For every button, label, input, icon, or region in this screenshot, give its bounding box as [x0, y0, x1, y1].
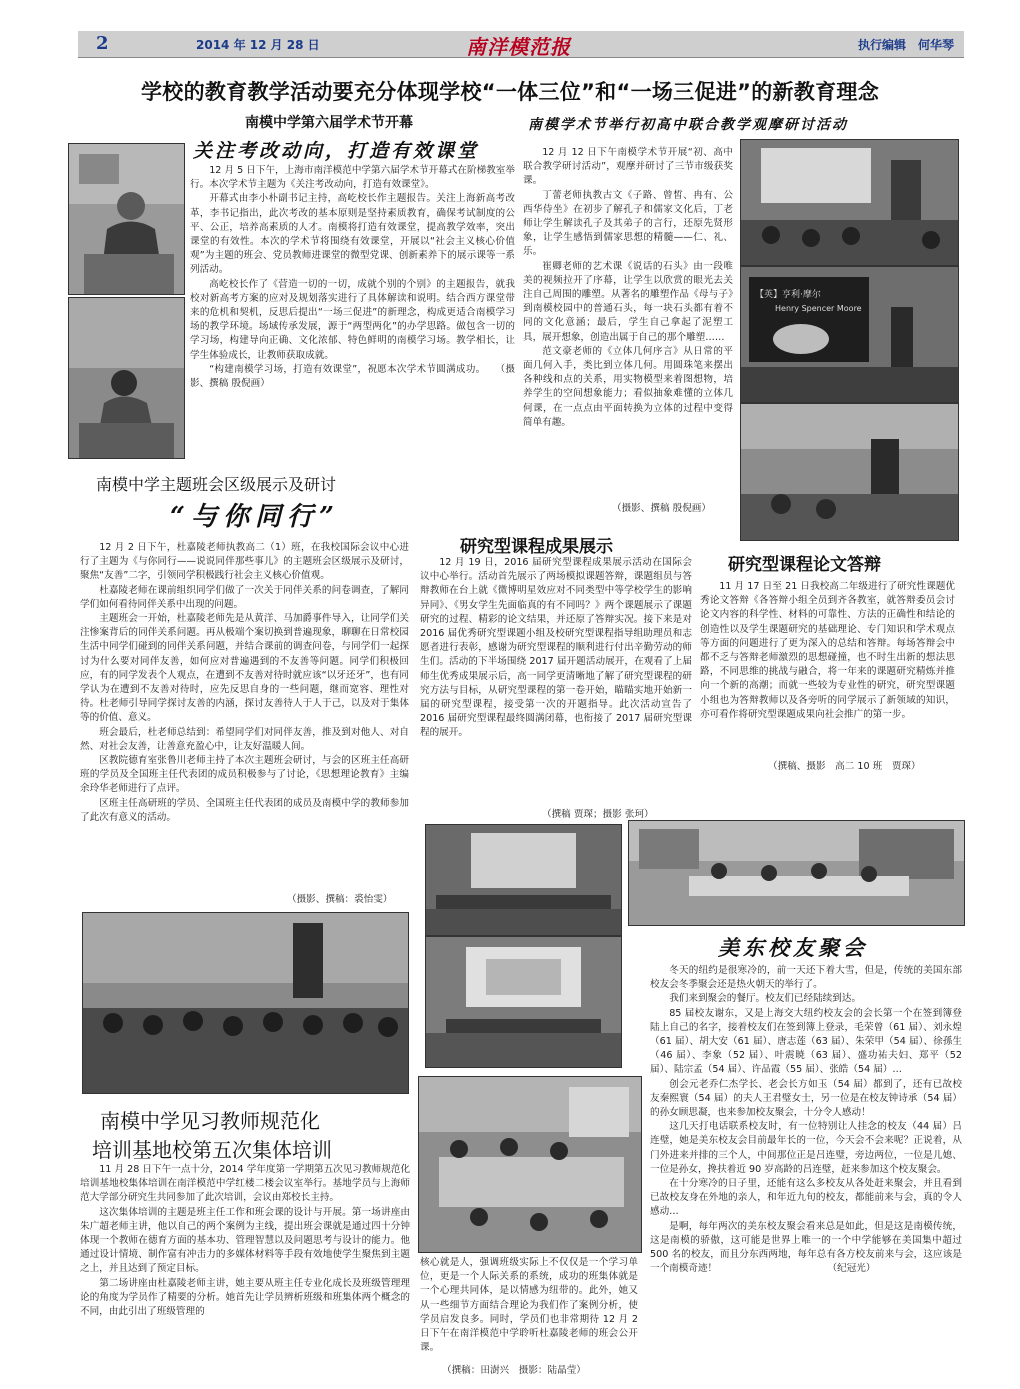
photo-chinese-class: [740, 139, 959, 266]
festival-title: 关注考改动向，打造有效课堂: [193, 140, 480, 162]
training-continuation: 核心就是人，强调班级实际上不仅仅是一个学习单位，更是一个人际关系的系统，成功的班集体就是一个心理共同体，是以情感为纽带的。此外，她又从一些细节方面结合理论为我们作了案例分析，使学员启发良多。同时，学员们也非常期待 12 月 2 日下午在南洋模范中学聆听杜嘉陵老师的班会公开课。: [420, 1257, 638, 1354]
photo-thesis-defense: [628, 820, 965, 926]
page-headline: 学校的教育教学活动要充分体现学校“一体三位”和“一场三促进”的新教育理念: [140, 80, 879, 104]
alumni-title: 美东校友聚会: [718, 935, 868, 960]
photo-research-stage: [425, 824, 622, 936]
training-title-line2: 培训基地校第五次集体培训: [92, 1138, 332, 1162]
editor-credit: 执行编辑 何华琴: [857, 38, 954, 52]
class-meeting-body: 12 月 2 日下午，杜嘉陵老师执教高二（1）班，在我校国际会议中心进行了主题为《与你同行——说说同伴那些事儿》的主题班会区级展示及研讨，聚焦“友善”二字，引领同学积极践行社会主义核心价值观。 杜嘉陵老师在课前组织同学们做了一次关于同伴关系的问卷调查，了解同学们如何看待同伴关系中出现的问题。 主题班会一开始，杜嘉陵老师先是从黄洋、马加爵事件导入，让同学们关注惨案背后的同伴关系问题。再从极端个案切换到普遍现象，聊聊在日常校园生活中同学们碰到的同伴关系问题，并结合课前的调查问卷，与同学们一起探讨为什么要对同伴友善，如何应对普遍遇到的不友善等问题。同学们积极回应，有的同学发表个人观点，在遭到不友善对待时就应该“以牙还牙”，也有同学认为在遭到不友善对待时，应先反思自身的一些问题，继而宽容、理性对待。杜老师引导同学探讨友善的内涵，探讨友善待人于人于己，以及对于集体等的价值、意义。 班会最后，杜老师总结到：希望同学们对同伴友善，推及到对他人、对自然、对社会友善，让善意充盈心中，让友好温暖人间。 区教院德育室张鲁川老师主持了本次主题班会研讨，与会的区班主任高研班的学员及全国班主任代表团的成员积极参与了讨论，《思想理论教育》主编余玲华老师进行了点评。 区班主任高研班的学员、全国班主任代表团的成员及南模中学的教师参加了此次有意义的活动。: [80, 542, 409, 823]
festival-subtitle: 南模中学第六届学术节开幕: [245, 115, 413, 131]
alumni-body: 冬天的纽约是很寒冷的，前一天还下着大雪，但是，传统的美国东部校友会冬季聚会还是热火朝天的举行了。 我们来到聚会的餐厅。校友们已经陆续到达。 85 届校友谢东，又是上海交大纽约校友会的会长第一个在签到簿登陆上自己的名字，接着校友们在签到簿上登录，毛荣曾（61 届）、刘永煌（61 届）、胡大安（61 届）、唐志莲（63 届）、朱荣甲（54 届）、徐孫生（46 届）、李象（52 届）、叶震暁（63 届）、盛功祐夫妇、郑平（52 届）、陆宗孟（54 届）、许品霞（55 届）、张皓（54 届）… 创会元老乔仁杰学长、老会长方如玉（54 届）都到了，还有已故校友秦熙寰（54 届）的夫人王君璧女士，另一位是在校友钟诗承（54 届）的孙女顾思凝，也来参加校友聚会，十分令人感动！ 这几天打电话联系校友时，有一位特别让人挂念的校友（44 届）吕连璧，她是美东校友会目前最年长的一位，今天会不会来呢？正说着，从门外进来并排的三个人，中间那位正是吕连璧，旁边两位，一位是儿媳、一位是孙女，搀扶着近 90 岁高龄的吕连璧，赶来参加这个校友聚会。 在十分寒冷的日子里，还能有这么多校友从各处赶来聚会，并且看到已故校友身在外地的亲人，和年近九旬的校友，都能前来与会，真的令人感动… 是啊，每年两次的美东校友聚会看来总是如此，但是这是南模传统，这是南模的骄傲，这可能是世界上唯一的一个中学能够在美国集中超过 500 名的校友，而且分东西两地，每年总有各方校友前来与会，这应该是一个南模奇迹！ （纪冠光）: [650, 965, 962, 1275]
photo-female-speaker: [68, 297, 185, 459]
class-meeting-title: “与你同行”: [170, 502, 340, 532]
thesis-defense-title: 研究型课程论文答辩: [728, 555, 881, 575]
issue-date: 2014 年 12 月 28 日: [196, 38, 320, 52]
thesis-defense-body: 11 月 17 日至 21 日我校高二年级进行了研究性课题优秀论文答辩《各答辩小组全员到齐各教室，就答辩委员会讨论文内容的科学性、材料的可靠性、方法的正确性和结论的创造性以及学生课题研究的基础理论、专门知识和学术观点等方面的问题进行了更为深入的总结和答辩。每场答辩会中都不乏与答辩老师激烈的思想碰撞，也不时生出新的想法思路，不同思维的挑战与融合，将一年来的课题研究精炼并推向一个新的高潮；而就一些较为专业性的研究，研究型课题小组也为答辩教师以及各旁听的同学展示了新领域的知识，亦可看作将研究型课题成果向社会推广的第一步。: [700, 581, 955, 720]
photo-principal-speech: [68, 143, 185, 295]
class-meeting-credit: （摄影、撰稿：裘怡雯）: [287, 894, 393, 905]
research-courses-body: 12 月 19 日，2016 届研究型课程成果展示活动在国际会议中心举行。活动首先展示了两场模拟课题答辩，课题组员与答辩教师在台上就《微博明星效应对不同类型中等学校学生的影响异同》、《男女学生先面临真的有不同吗？》两个课题展示了课题研究的过程、精彩的论文结果，并还原了答辩实况。接下来是对 2016 届优秀研究型课题小组及校研究型课程指导组助理员和志愿者进行表彰，感谢为研究型课程的顺利进行付出辛勤劳动的师生们。活动的下半场围绕 2017 届开题活动展开，在观看了上届师生优秀成果展示后，高一同学更清晰地了解了研究型课程的研究方法与目标，从研究型课程的第一卷开始，瞄瞄实地开始新一届的研究型课程，接受第一次的开题指导。此次活动宣告了 2016 届研究型课程最终圆满闭幕，也衔接了 2017 届研究型课程的展开。: [420, 557, 692, 739]
thesis-defense-credit: （撰稿、摄影 高二 10 班 贾琛）: [768, 761, 921, 772]
paper-logo: 南洋模范报: [466, 35, 571, 59]
class-meeting-subtitle: 南模中学主题班会区级展示及研讨: [96, 475, 337, 494]
photo-art-class: [740, 266, 959, 403]
slide-title: 【英】亨利·摩尔: [755, 290, 821, 300]
masthead: [78, 31, 964, 58]
training-body: 11 月 28 日下午一点十分，2014 学年度第一学期第五次见习教师规范化培训基地校集体培训在南洋模范中学红楼二楼会议室举行。基地学员与上海师范大学部分研究生共同参加了此次培训，会议由郑校长主持。 这次集体培训的主题是班主任工作和班会课的设计与开展。第一场讲座由朱广超老师主讲，他以自己的两个案例为主线，提出班会课就是通过四十分钟体现一个教师在德育方面的基本功、管理智慧以及问题思考与设计的能力。他通过设计情境、制作富有冲击力的多媒体材料等手段有效地使学生聚焦到主题之上，并且达到了预定目标。 第二场讲座由杜嘉陵老师主讲，她主要从班主任专业化成长及班级管理理论的角度为学员作了精要的分析。她首先让学员辨析班级和班集体两个概念的不同，由此引出了班级管理的: [80, 1164, 410, 1318]
research-courses-title: 研究型课程成果展示: [460, 537, 613, 557]
photo-teacher-training: [418, 1076, 642, 1253]
training-credit: （撰稿：田澍兴 摄影：陆晶莹）: [442, 1365, 586, 1376]
photo-class-meeting: [82, 912, 409, 1094]
joint-teaching-title: 南模学术节举行初高中联合教学观摩研讨活动: [528, 117, 848, 133]
joint-teaching-body: 12 月 12 日下午南模学术节开展“初、高中联合教学研讨活动”，观摩并研讨了三节市级获奖课。 丁蕾老师执教古文《子路、曾皙、冉有、公西华侍坐》在初步了解孔子和儒家文化后，丁老师让学生解读孔子及其弟子的言行，还原先贤形象，让学生感悟到儒家思想的精髓——仁、礼、乐。 崔卿老师的艺术课《说话的石头》由一段唯美的视频拉开了序幕，让学生以欣赏的眼光去关注自己周围的雕塑。从著名的雕塑作品《母与子》到南模校园中的普通石头，每一块石头都有着不同的文化意涵；最后，学生自己拿起了泥塑工具，展开想象，创造出属于自己的那个雕塑…… 范文豪老师的《立体几何序言》从日常的平面几何入手，类比到立体几何。用圆珠笔来摆出各种线和点的关系，用实物模型来着图想物，培养学生的空间想象能力；看似抽象难懂的立体几何课，在一点点由平面转换为立体的过程中变得简单有趣。: [523, 147, 733, 428]
festival-body: 12 月 5 日下午，上海市南洋模范中学第六届学术节开幕式在阶梯教室举行。本次学术节主题为《关注考改动向，打造有效课堂》。 开幕式由李小朴副书记主持，高屹校长作主题报告。关注上海新高考改革，李书记指出，此次考改的基本原则是坚持素质教育，确保考试制度的公平、公正，培养高素质的人才。南模将打造有效课堂，提高教学效率，突出课堂的有效性。本次的学术节将围绕有效课堂，开展以“社会主义核心价值观”为主题的班会、党员教师进课堂的微型党课、创新素养下的展示课等一系列活动。 高屹校长作了《营造一切的一切，成就个别的个别》的主题报告，就我校对新高考方案的应对及规划落实进行了具体解读和说明。结合西方课堂带来的危机和契机，反思后提出“一场三促进”的新理念，构成更适合南模学习场的教学环境。场域传承发展，源于“两型两化”的办学思路。做包含一切的学习场，构建导向正确、文化浓郁、特色鲜明的南模学习场。教学相长，让学生体验成长，让教师获取成就。 “构建南模学习场，打造有效课堂”，祝愿本次学术节圆满成功。 （摄影、撰稿 殷倪画）: [190, 165, 515, 390]
page-number: 2: [96, 33, 109, 54]
training-title-line1: 南模中学见习教师规范化: [100, 1109, 320, 1133]
photo-research-presentation: [425, 936, 622, 1068]
research-courses-credit: （撰稿 贾琛；摄影 张珂）: [542, 809, 654, 820]
joint-teaching-credit: （摄影、撰稿 殷倪画）: [612, 503, 711, 514]
slide-text: Henry Spencer Moore: [775, 304, 862, 313]
photo-math-class: [740, 403, 959, 541]
